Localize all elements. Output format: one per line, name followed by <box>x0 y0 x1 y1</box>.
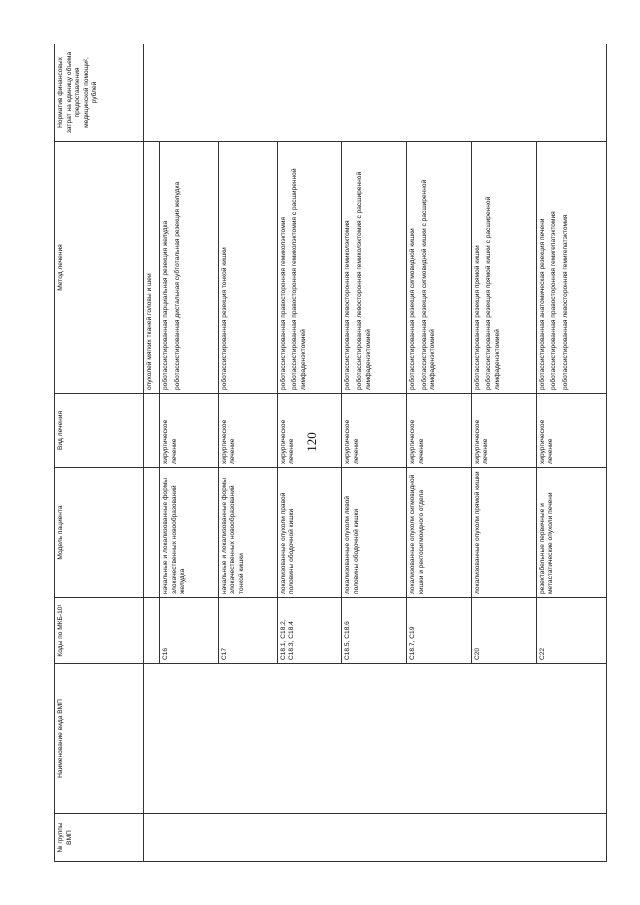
page-number: 120 <box>304 432 319 452</box>
method-item: роботассистированная дистальная субтотальная резекция желудка <box>173 181 181 390</box>
table-wrapper <box>54 44 607 862</box>
cell-model: резектабельные первичные и метастатические опухоли печени <box>536 468 607 598</box>
cell-method <box>160 142 219 394</box>
cell-method <box>471 142 536 394</box>
method-item: роботассистированная резекция сигмовидной кишки с расширенной лимфаденэктомией <box>420 179 437 390</box>
cell-codes: C18.5, C18.6 <box>342 598 407 664</box>
cell-model: локализованные опухоли сигмовидной кишки и ректосигмоидного отдела <box>407 468 472 598</box>
table-header-row <box>55 44 144 862</box>
cell-model: начальные и локализованные формы злокачественных новообразований тонкой кишки <box>218 468 277 598</box>
method-item: роботассистированная правосторонняя гемиколэктомия <box>279 216 287 390</box>
cell-codes: C20 <box>471 598 536 664</box>
cell-method-continuation: опухолей мягких тканей головы и шеи <box>144 142 160 394</box>
cell-model: начальные и локализованные формы злокачественных новообразований желудка <box>160 468 219 598</box>
header-patient-model: Модель пациента <box>55 468 144 598</box>
method-item: роботассистированная парциальная резекция желудка <box>162 220 169 390</box>
cell-model: локализованные опухоли левой половины ободочной кишки <box>342 468 407 598</box>
cell-type: хирургическое лечение <box>160 394 219 468</box>
cell-codes: C22 <box>536 598 607 664</box>
header-group-no: № группы ВМП <box>55 814 144 862</box>
method-item: роботассистированная резекция прямой кишки <box>473 245 481 390</box>
cell-codes: C16 <box>160 598 219 664</box>
method-item: роботассистированная резекция прямой кишки с расширенной лимфаденэктомией <box>485 196 501 390</box>
header-treatment-type: Вид лечения <box>55 394 144 468</box>
cell-type: хирургическое лечение <box>342 394 407 468</box>
method-item: роботассистированная левосторонняя гемиколэктомия с расширенной лимфаденэктомией <box>356 171 372 390</box>
cell-method <box>277 142 342 394</box>
cell-cost-norm <box>144 44 607 142</box>
cell-codes: C17 <box>218 598 277 664</box>
vmp-table <box>54 44 607 862</box>
header-mkb-codes: Коды по МКБ-10¹ <box>55 598 144 664</box>
table-row-continuation <box>144 44 160 862</box>
cell-group-no <box>144 814 607 862</box>
cell-type: хирургическое лечение <box>277 394 342 468</box>
header-cost-norm: Норматив финансовых затрат на единицу объема предоставления медицинской помощи², рублей <box>55 44 144 142</box>
cell-method <box>342 142 407 394</box>
cell-codes-empty <box>144 598 160 664</box>
rotated-table-container <box>54 44 607 862</box>
cell-type: хирургическое лечение <box>471 394 536 468</box>
cell-codes: C18.7, C19 <box>407 598 472 664</box>
method-item: роботассистированная левосторонняя гемигепатэктомия <box>561 214 569 390</box>
cell-type: хирургическое лечение <box>218 394 277 468</box>
method-item: роботассистированная резекция сигмовидной кишки <box>409 228 417 390</box>
cell-codes: C18.1, C18.2, C18.3, C18.4 <box>277 598 342 664</box>
method-item: роботассистированная анатомическая резекция печени <box>538 218 546 390</box>
cell-method <box>218 142 277 394</box>
method-item: роботассистированная правосторонняя гемигепатэктомия <box>550 211 558 390</box>
header-treatment-method: Метод лечения <box>55 142 144 394</box>
method-item: роботассистированная резекция тонкой кишки <box>220 247 228 390</box>
cell-method <box>407 142 472 394</box>
cell-model: локализованные опухоли прямой кишки <box>471 468 536 598</box>
cell-type: хирургическое лечение <box>407 394 472 468</box>
cell-type-empty <box>144 394 160 468</box>
method-item: роботассистированная левосторонняя гемиколэктомия <box>344 220 352 390</box>
method-item: роботассистированная правосторонняя гемиколэктомия с расширенной лимфаденэктомией <box>291 168 307 390</box>
cell-model: локализованные опухоли правой половины ободочной кишки <box>277 468 342 598</box>
cell-type: хирургическое лечение <box>536 394 607 468</box>
cell-model-empty <box>144 468 160 598</box>
header-vmp-name: Наименование вида ВМП <box>55 664 144 814</box>
cell-vmp-name <box>144 664 607 814</box>
cell-method <box>536 142 607 394</box>
